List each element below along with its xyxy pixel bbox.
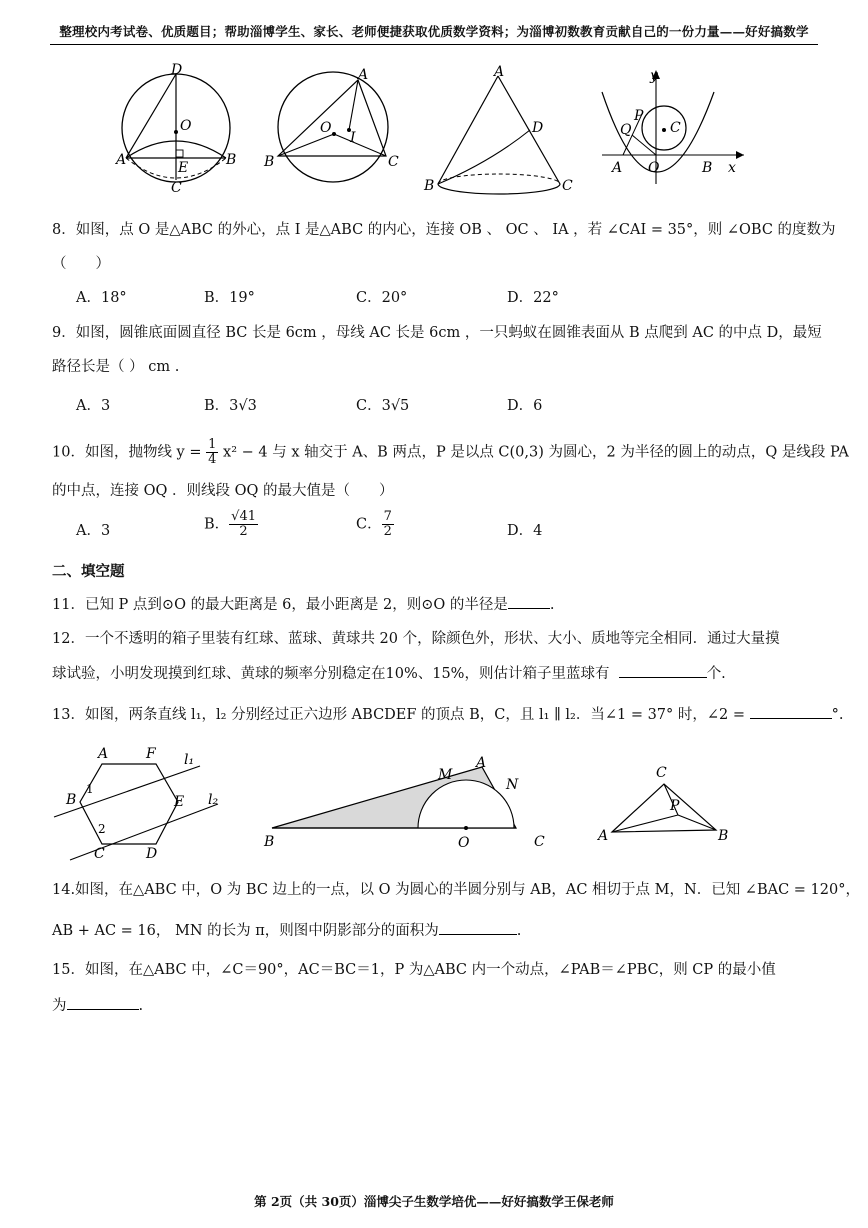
label-angle-2: 2 xyxy=(98,822,106,836)
q10-text-rest: x² − 4 与 x 轴交于 A、B 两点，P 是以点 C(0,3) 为圆心，2 为半径的圆上的动点，Q 是线段 PA xyxy=(223,444,849,461)
figure-semicircle-triangle xyxy=(260,755,560,855)
label-B: B xyxy=(424,178,435,194)
q10-option-c: C． $\frac{7}{2}$ xyxy=(356,509,392,539)
q10-option-d: D．4 xyxy=(507,523,543,539)
label-A: A xyxy=(358,67,369,83)
label-y: y xyxy=(650,68,658,84)
label-x: x xyxy=(728,160,736,176)
label-C: C xyxy=(562,178,573,194)
q8-option-c: C．20° xyxy=(356,290,408,306)
q9-option-c: C．3√5 xyxy=(356,398,410,414)
label-E: E xyxy=(174,794,185,810)
label-M: M xyxy=(438,767,453,783)
label-C: C xyxy=(656,765,667,781)
label-angle-1: 1 xyxy=(86,782,94,796)
q10-text-line2: 的中点，连接 OQ ．则线段 OQ 的最大值是（ ） xyxy=(52,483,394,499)
label-Q: Q xyxy=(620,122,632,138)
label-l2: l₂ xyxy=(208,792,219,808)
q14-text-line1: 14.如图，在△ABC 中，O 为 BC 边上的一点，以 O 为圆心的半圆分别与 AB，AC 相切于点 M，N．已知 ∠BAC = 120°， xyxy=(52,882,860,898)
label-A: A xyxy=(598,828,609,844)
q10-text-start: 10．如图，抛物线 y = xyxy=(52,444,202,461)
page-header: 整理校内考试卷、优质题目；帮助淄博学生、家长、老师便捷获取优质数学资料；为淄博初数教育贡献自己的一份力量——好好搞数学 xyxy=(50,22,818,45)
q9-text-line1: 9．如图，圆锥底面圆直径 BC 长是 6cm ，母线 AC 长是 6cm ，一只蚂蚁在圆锥表面从 B 点爬到 AC 的中点 D，最短 xyxy=(52,325,822,341)
label-A: A xyxy=(612,160,623,176)
q14-text-line2: AB + AC = 16， MN 的长为 π，则图中阴影部分的面积为 . xyxy=(52,920,521,941)
label-C: C xyxy=(171,180,182,192)
label-B: B xyxy=(702,160,713,176)
q12-answer-blank[interactable] xyxy=(619,663,707,678)
q10-fraction: $\frac{1}{4}$ xyxy=(208,437,217,467)
label-A: A xyxy=(476,755,487,771)
label-l1: l₁ xyxy=(184,752,195,768)
q15-text-line1: 15．如图，在△ABC 中，∠C＝90°，AC＝BC＝1，P 为△ABC 内一个动点，∠PAB＝∠PBC，则 CP 的最小值 xyxy=(52,962,776,978)
label-C: C xyxy=(388,154,399,170)
label-F: F xyxy=(146,746,156,762)
figure-right-triangle xyxy=(592,760,742,850)
label-O: O xyxy=(180,118,192,134)
label-B: B xyxy=(718,828,729,844)
figure-circle-diameter xyxy=(110,62,245,192)
figure-circumcircle xyxy=(258,62,408,192)
label-B: B xyxy=(264,834,275,850)
q8-option-a: A．18° xyxy=(76,290,127,306)
q10-option-b: B． $\frac{√41}{2}$ xyxy=(204,509,256,539)
figure-parabola xyxy=(596,62,756,187)
label-C: C xyxy=(670,120,681,136)
section-title: 二、填空题 xyxy=(52,563,125,580)
label-B: B xyxy=(226,152,237,168)
label-P: P xyxy=(670,798,680,814)
q10-option-a: A．3 xyxy=(76,523,111,539)
label-P: P xyxy=(634,108,644,124)
q15-answer-blank[interactable] xyxy=(67,995,139,1010)
page-footer: 第 2页（共 30页）淄博尖子生数学培优——好好搞数学王保老师 xyxy=(254,1194,614,1209)
label-O: O xyxy=(648,160,660,176)
q9-option-d: D．6 xyxy=(507,398,543,414)
q11-text: 11．已知 P 点到⊙O 的最大距离是 6，最小距离是 2，则⊙O 的半径是 . xyxy=(52,594,555,615)
q8-option-b: B．19° xyxy=(204,290,255,306)
label-O: O xyxy=(458,835,470,851)
q13-answer-blank[interactable] xyxy=(750,704,832,719)
figure-hexagon xyxy=(50,740,235,865)
label-N: N xyxy=(506,777,519,793)
label-C: C xyxy=(94,846,105,862)
q15-text-line2: 为 . xyxy=(52,995,143,1016)
q8-text: 8．如图，点 O 是△ABC 的外心，点 I 是△ABC 的内心，连接 OB 、 OC 、 IA ，若 ∠CAI = 35°，则 ∠OBC 的度数为 xyxy=(52,222,836,238)
label-A: A xyxy=(494,64,505,80)
label-A: A xyxy=(116,152,127,168)
q14-answer-blank[interactable] xyxy=(439,920,517,935)
label-D: D xyxy=(171,62,183,78)
label-D: D xyxy=(532,120,544,136)
label-D: D xyxy=(146,846,158,862)
q9-text-line2: 路径长是（ ） cm . xyxy=(52,359,180,375)
q12-text-line2: 球试验，小明发现摸到红球、黄球的频率分别稳定在10%、15%，则估计箱子里蓝球有 个. xyxy=(52,663,726,684)
label-C: C xyxy=(534,834,545,850)
label-B: B xyxy=(264,154,275,170)
label-A: A xyxy=(98,746,109,762)
q9-option-a: A．3 xyxy=(76,398,111,414)
q8-paren: （ ） xyxy=(52,256,110,272)
q11-answer-blank[interactable] xyxy=(508,594,550,609)
q13-text: 13．如图，两条直线 l₁，l₂ 分别经过正六边形 ABCDEF 的顶点 B，C，且 l₁ ∥ l₂．当∠1 = 37° 时，∠2 = °. xyxy=(52,704,844,725)
label-I: I xyxy=(350,130,356,146)
q12-text-line1: 12．一个不透明的箱子里装有红球、蓝球、黄球共 20 个，除颜色外，形状、大小、质地等完全相同．通过大量摸 xyxy=(52,631,780,647)
figure-cone xyxy=(420,62,585,197)
q10-text-line1 xyxy=(52,438,849,467)
label-B: B xyxy=(66,792,77,808)
label-E: E xyxy=(178,160,189,176)
q8-option-d: D．22° xyxy=(507,290,559,306)
label-O: O xyxy=(320,120,332,136)
q9-option-b: B．3√3 xyxy=(204,398,257,414)
